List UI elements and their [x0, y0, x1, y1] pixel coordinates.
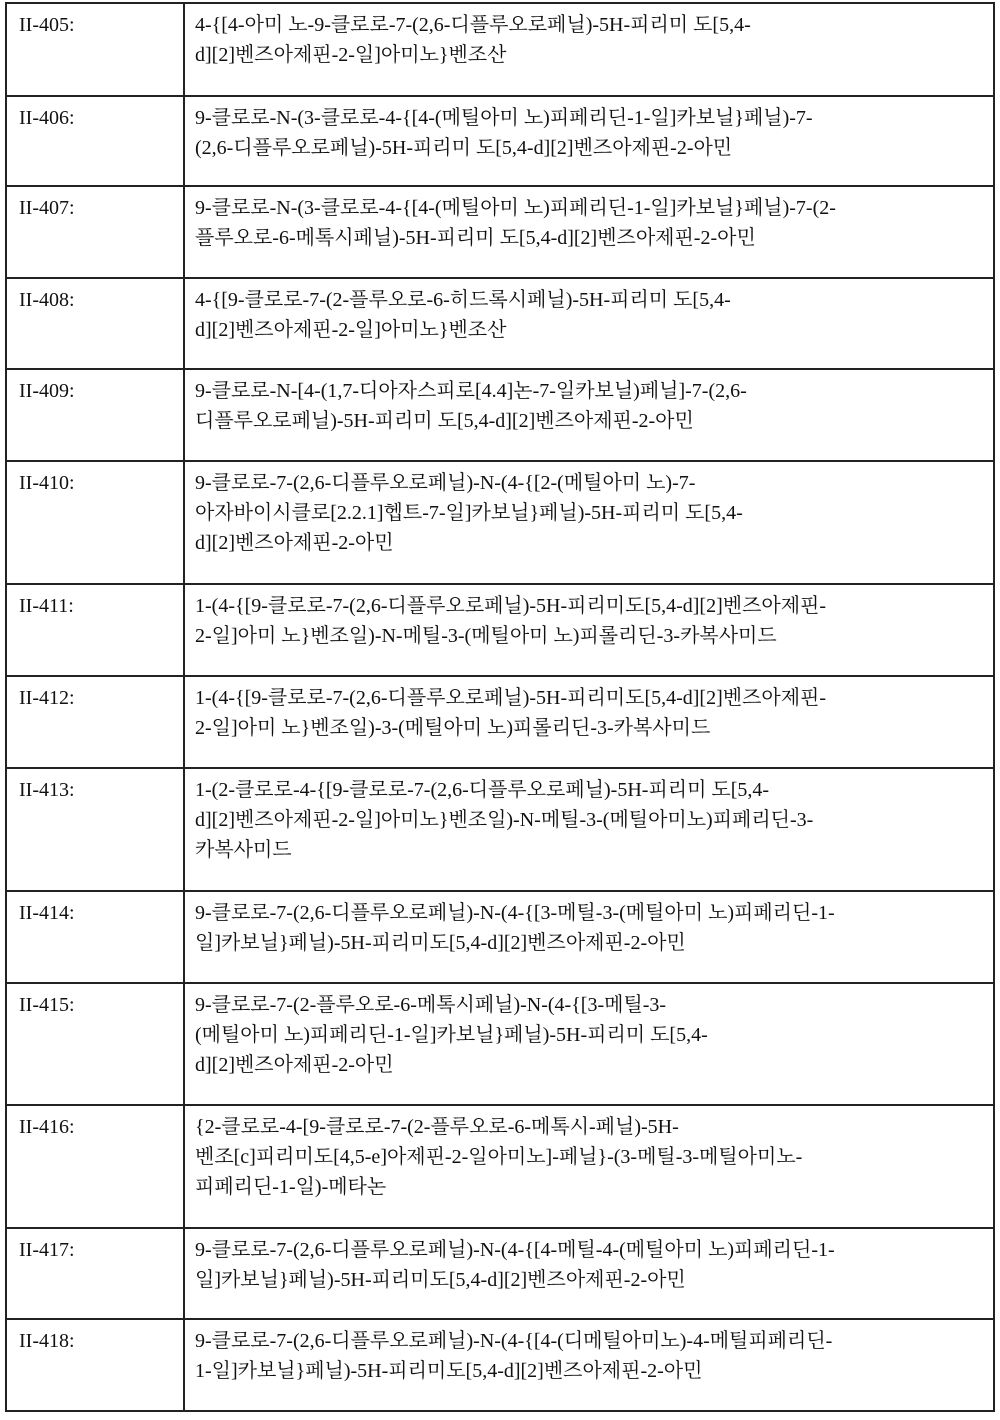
- compound-name-line: 1-(4-{[9-클로로-7-(2,6-디플루오로페닐)-5H-피리미도[5,4-d][2]벤즈아제핀-: [195, 591, 985, 621]
- compound-name: [184, 461, 994, 584]
- compound-name-line: 일]카보닐}페닐)-5H-피리미도[5,4-d][2]벤즈아제핀-2-아민: [195, 1265, 985, 1295]
- compound-name-line: d][2]벤즈아제핀-2-아민: [195, 528, 985, 558]
- table-row: [6, 369, 994, 461]
- compound-name-line: 9-클로로-N-(3-클로로-4-{[4-(메틸아미 노)피페리딘-1-일]카보닐}페닐)-7-(2-: [195, 193, 985, 223]
- compound-name: [184, 584, 994, 676]
- compound-name-line: 카복사미드: [195, 835, 985, 865]
- table-row: [6, 3, 994, 96]
- compound-name-line: 1-(4-{[9-클로로-7-(2,6-디플루오로페닐)-5H-피리미도[5,4-d][2]벤즈아제핀-: [195, 683, 985, 713]
- table-row: [6, 96, 994, 186]
- compound-name: [184, 983, 994, 1105]
- compound-name: [184, 1319, 994, 1411]
- compound-table: [5, 2, 995, 1412]
- compound-name: [184, 891, 994, 983]
- table-row: [6, 461, 994, 584]
- compound-name-line: 2-일]아미 노}벤조일)-3-(메틸아미 노)피롤리딘-3-카복사미드: [195, 713, 985, 743]
- compound-name-line: d][2]벤즈아제핀-2-일]아미노}벤조일)-N-메틸-3-(메틸아미노)피페리딘-3-: [195, 805, 985, 835]
- compound-name: [184, 768, 994, 891]
- compound-name: [184, 3, 994, 96]
- compound-name-line: 4-{[9-클로로-7-(2-플루오로-6-히드록시페닐)-5H-피리미 도[5,4-: [195, 285, 985, 315]
- compound-id: II-417:: [6, 1228, 184, 1319]
- compound-name-line: 9-클로로-7-(2-플루오로-6-메톡시페닐)-N-(4-{[3-메틸-3-: [195, 990, 985, 1020]
- compound-id: II-410:: [6, 461, 184, 584]
- compound-name-line: 9-클로로-7-(2,6-디플루오로페닐)-N-(4-{[3-메틸-3-(메틸아미 노)피페리딘-1-: [195, 898, 985, 928]
- compound-name-line: 디플루오로페닐)-5H-피리미 도[5,4-d][2]벤즈아제핀-2-아민: [195, 406, 985, 436]
- compound-name-line: 1-(2-클로로-4-{[9-클로로-7-(2,6-디플루오로페닐)-5H-피리미 도[5,4-: [195, 775, 985, 805]
- table-row: [6, 1319, 994, 1411]
- compound-id: II-412:: [6, 676, 184, 768]
- compound-name: [184, 1228, 994, 1319]
- compound-name-line: 9-클로로-N-(3-클로로-4-{[4-(메틸아미 노)피페리딘-1-일]카보닐}페닐)-7-: [195, 103, 985, 133]
- compound-name: [184, 278, 994, 369]
- compound-name-line: 일]카보닐}페닐)-5H-피리미도[5,4-d][2]벤즈아제핀-2-아민: [195, 928, 985, 958]
- compound-table-body: [6, 3, 994, 1411]
- table-row: [6, 186, 994, 278]
- compound-name-line: 9-클로로-7-(2,6-디플루오로페닐)-N-(4-{[2-(메틸아미 노)-7-: [195, 468, 985, 498]
- compound-name-line: 9-클로로-N-[4-(1,7-디아자스피로[4.4]논-7-일카보닐)페닐]-7-(2,6-: [195, 376, 985, 406]
- compound-id: II-406:: [6, 96, 184, 186]
- table-row: [6, 584, 994, 676]
- compound-name-line: d][2]벤즈아제핀-2-일]아미노}벤조산: [195, 315, 985, 345]
- compound-name-line: (메틸아미 노)피페리딘-1-일]카보닐}페닐)-5H-피리미 도[5,4-: [195, 1020, 985, 1050]
- table-row: [6, 1228, 994, 1319]
- compound-id: II-407:: [6, 186, 184, 278]
- compound-name-line: 플루오로-6-메톡시페닐)-5H-피리미 도[5,4-d][2]벤즈아제핀-2-아민: [195, 223, 985, 253]
- table-row: [6, 676, 994, 768]
- table-row: [6, 278, 994, 369]
- compound-id: II-415:: [6, 983, 184, 1105]
- compound-name: [184, 676, 994, 768]
- compound-name-line: d][2]벤즈아제핀-2-아민: [195, 1050, 985, 1080]
- compound-id: II-408:: [6, 278, 184, 369]
- compound-id: II-418:: [6, 1319, 184, 1411]
- compound-name-line: 2-일]아미 노}벤조일)-N-메틸-3-(메틸아미 노)피롤리딘-3-카복사미드: [195, 621, 985, 651]
- table-row: [6, 891, 994, 983]
- compound-name: [184, 369, 994, 461]
- compound-name-line: 아자바이시클로[2.2.1]헵트-7-일]카보닐}페닐)-5H-피리미 도[5,4-: [195, 498, 985, 528]
- compound-name-line: 벤조[c]피리미도[4,5-e]아제핀-2-일아미노]-페닐}-(3-메틸-3-메틸아미노-: [195, 1142, 985, 1172]
- compound-id: II-416:: [6, 1105, 184, 1228]
- compound-name: [184, 96, 994, 186]
- compound-name-line: d][2]벤즈아제핀-2-일]아미노}벤조산: [195, 40, 985, 70]
- compound-name-line: 9-클로로-7-(2,6-디플루오로페닐)-N-(4-{[4-메틸-4-(메틸아미 노)피페리딘-1-: [195, 1235, 985, 1265]
- compound-name-line: 9-클로로-7-(2,6-디플루오로페닐)-N-(4-{[4-(디메틸아미노)-4-메틸피페리딘-: [195, 1326, 985, 1356]
- table-row: [6, 1105, 994, 1228]
- compound-id: II-414:: [6, 891, 184, 983]
- compound-name-line: (2,6-디플루오로페닐)-5H-피리미 도[5,4-d][2]벤즈아제핀-2-아민: [195, 133, 985, 163]
- compound-id: II-411:: [6, 584, 184, 676]
- compound-name-line: {2-클로로-4-[9-클로로-7-(2-플루오로-6-메톡시-페닐)-5H-: [195, 1112, 985, 1142]
- compound-id: II-409:: [6, 369, 184, 461]
- compound-name-line: 피페리딘-1-일)-메타논: [195, 1172, 985, 1202]
- compound-name-line: 4-{[4-아미 노-9-클로로-7-(2,6-디플루오로페닐)-5H-피리미 도[5,4-: [195, 10, 985, 40]
- compound-name-line: 1-일]카보닐}페닐)-5H-피리미도[5,4-d][2]벤즈아제핀-2-아민: [195, 1356, 985, 1386]
- compound-id: II-413:: [6, 768, 184, 891]
- compound-name: [184, 1105, 994, 1228]
- compound-id: II-405:: [6, 3, 184, 96]
- table-row: [6, 768, 994, 891]
- table-row: [6, 983, 994, 1105]
- compound-name: [184, 186, 994, 278]
